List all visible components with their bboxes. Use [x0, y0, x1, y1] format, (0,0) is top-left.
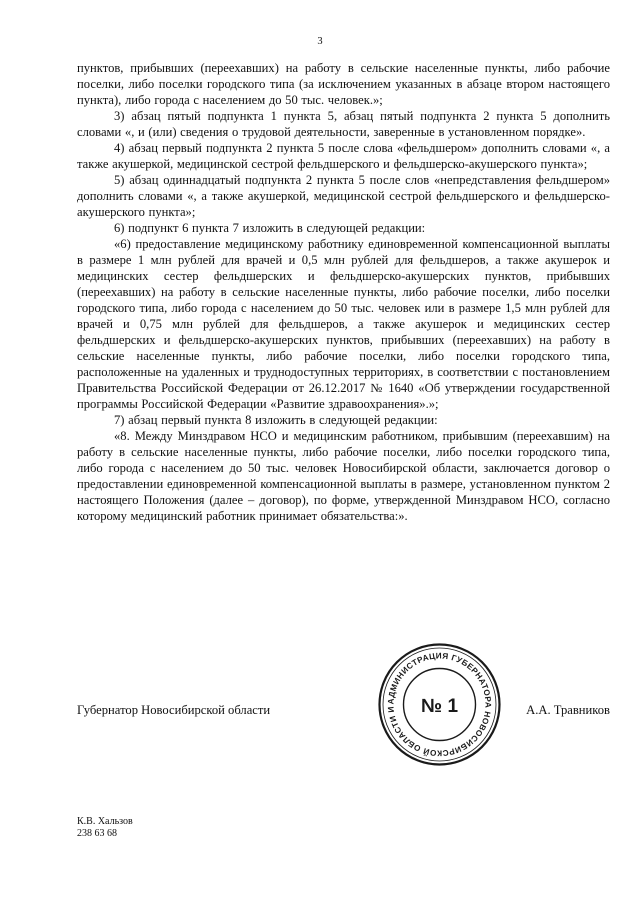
executor-name: К.В. Хальзов: [77, 816, 133, 827]
paragraph-item-6: 6) подпункт 6 пункта 7 изложить в следующей редакции:: [114, 221, 426, 235]
seal-ring-text: АДМИНИСТРАЦИЯ ГУБЕРНАТОРА НОВОСИБИРСКОЙ ОБЛАСТИ И: [386, 651, 493, 758]
paragraph-item-7: 7) абзац первый пункта 8 изложить в следующей редакции:: [114, 413, 438, 427]
document-body: [77, 60, 610, 524]
official-seal: [377, 642, 502, 767]
paragraph-item-4: 4) абзац первый подпункта 2 пункта 5 после слова «фельдшером» дополнить словами «, а также акушеркой, медицинской сестрой фельдшерского и фельдшерско-акушерского пункта»;: [77, 141, 610, 171]
seal-number: № 1: [420, 696, 459, 717]
footer: [77, 816, 133, 840]
paragraph-continuation: пунктов, прибывших (переехавших) на работу в сельские населенные пункты, либо рабочие поселки, либо поселки городского типа (за исключением указанных в абзаце втором настоящего пункта), либо города с населением до 50 тыс. человек.»;: [77, 61, 610, 107]
paragraph-item-5: 5) абзац одиннадцатый подпункта 2 пункта 5 после слов «непредставления фельдшером» дополнить словами «, а также акушеркой, медицинской сестрой фельдшерского и фельдшерско-акушерского пункта»;: [77, 173, 610, 219]
seal-stamp-graphic: [377, 642, 502, 767]
page-number: 3: [317, 36, 323, 47]
executor-phone: 238 63 68: [77, 828, 117, 839]
paragraph-item-6-text: «6) предоставление медицинскому работнику единовременной компенсационной выплаты в размере 1 млн рублей для врачей и 0,5 млн рублей для фельдшеров, а также акушерок и медицинских сестер фельдшерских и фельдшерско-акушерских пунктов, прибывших (переехавших) на работу в сельские населенные пункты, либо рабочие поселки, либо поселки городского типа, либо города с населением до 50 тыс. человек или в размере 1,5 млн рублей для врачей и 0,75 млн рублей для фельдшеров, а также акушерок и медицинских сестер фельдшерских и фельдшерско-акушерских пунктов, прибывших (переехавших) на работу в сельские населенные пункты, либо рабочие поселки, либо поселки городского типа, расположенные на удаленных и труднодоступных территориях, в соответствии с постановлением Правительства Российской Федерации от 26.12.2017 № 1640 «Об утверждении государственной программы Российской Федерации «Развитие здравоохранения».»;: [77, 237, 610, 411]
signatory-name: А.А. Травников: [526, 703, 610, 717]
paragraph-item-3: 3) абзац пятый подпункта 1 пункта 5, абзац пятый подпункта 2 пункта 5 дополнить словами «, и (или) сведения о трудовой деятельности, заверенные в установленном порядке».: [77, 109, 610, 139]
signature-block: [77, 703, 610, 721]
paragraph-item-7-text: «8. Между Минздравом НСО и медицинским работником, прибывшим (переехавшим) на работу в сельские населенные пункты, либо рабочие поселки, либо поселки городского типа, либо города с населением до 50 тыс. человек Новосибирской области, заключается договор о предоставлении единовременной компенсационной выплаты в размере, установленном пунктом 2 настоящего Положения (далее – договор), по форме, утвержденной Минздравом НСО, согласно которому медицинский работник принимает обязательства:».: [77, 429, 610, 523]
signatory-title: Губернатор Новосибирской области: [77, 703, 271, 717]
